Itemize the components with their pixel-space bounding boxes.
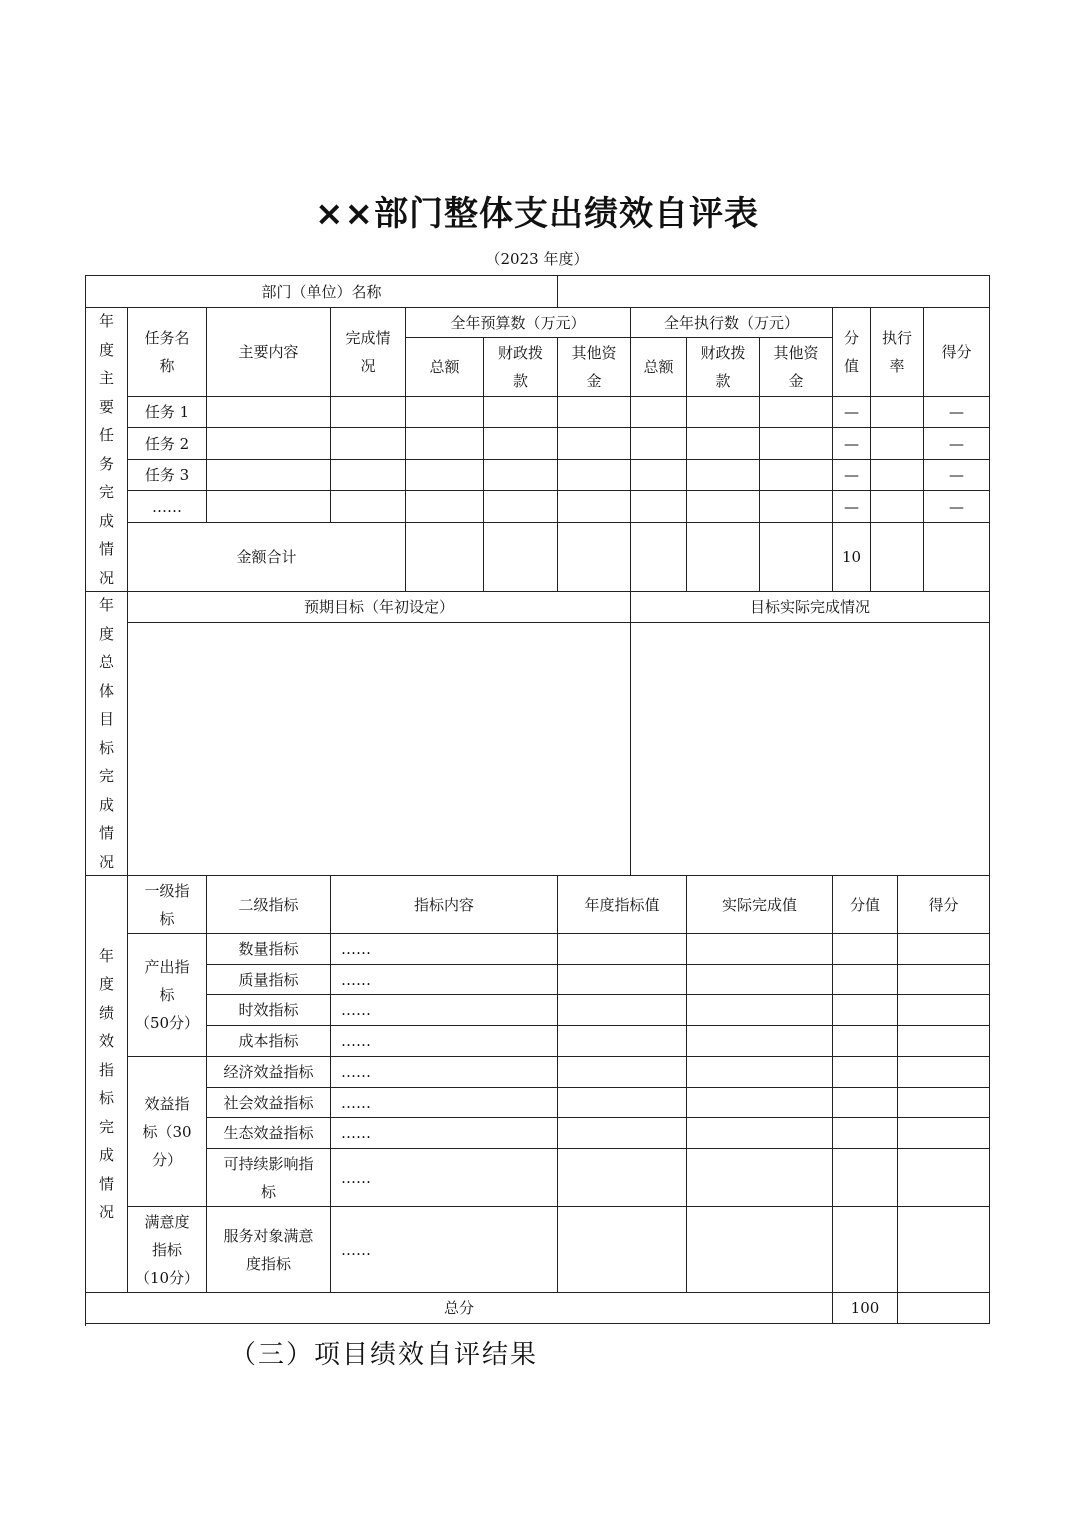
header-main-content: 主要内容 bbox=[207, 308, 331, 397]
indicator-score-value bbox=[833, 995, 898, 1026]
indicator-score-value bbox=[833, 1207, 898, 1293]
task-score: — bbox=[924, 491, 990, 523]
indicator-actual-value bbox=[687, 1088, 833, 1118]
task-cell bbox=[484, 428, 558, 460]
indicator-annual-value bbox=[558, 1118, 687, 1149]
indicator-actual-value bbox=[687, 1118, 833, 1149]
sum-cell bbox=[924, 523, 990, 592]
indicator-score bbox=[898, 965, 990, 995]
task-cell bbox=[687, 428, 760, 460]
task-cell bbox=[207, 397, 331, 428]
header-indicator-score-value: 分值 bbox=[833, 876, 898, 934]
indicator-level2: 成本指标 bbox=[207, 1026, 331, 1057]
sum-cell bbox=[631, 523, 687, 592]
indicator-score bbox=[898, 1149, 990, 1207]
header-exec-total: 总额 bbox=[631, 338, 687, 397]
header-level1: 一级指 标 bbox=[128, 876, 207, 934]
indicator-level2: 生态效益指标 bbox=[207, 1118, 331, 1149]
task-cell bbox=[760, 428, 833, 460]
header-completion: 完成情 况 bbox=[331, 308, 406, 397]
header-exec-fiscal: 财政拨 款 bbox=[687, 338, 760, 397]
section2-side-label: 年 度 总 体 目 标 完 成 情 况 bbox=[86, 592, 128, 876]
task-cell bbox=[331, 428, 406, 460]
header-score-value: 分 值 bbox=[833, 308, 871, 397]
header-exec: 全年执行数（万元） bbox=[631, 308, 833, 338]
header-level2: 二级指标 bbox=[207, 876, 331, 934]
task-cell bbox=[687, 460, 760, 491]
indicator-level2: 数量指标 bbox=[207, 934, 331, 965]
task-cell bbox=[331, 397, 406, 428]
indicator-annual-value bbox=[558, 934, 687, 965]
indicator-score-value bbox=[833, 1057, 898, 1088]
total-score-value: 100 bbox=[833, 1293, 898, 1324]
indicator-content: …… bbox=[331, 1118, 558, 1149]
indicator-actual-value bbox=[687, 995, 833, 1026]
indicator-actual-value bbox=[687, 1149, 833, 1207]
task-cell bbox=[631, 460, 687, 491]
header-indicator-content: 指标内容 bbox=[331, 876, 558, 934]
indicator-level2: 时效指标 bbox=[207, 995, 331, 1026]
indicator-level2: 社会效益指标 bbox=[207, 1088, 331, 1118]
performance-table bbox=[85, 275, 990, 1326]
task-score-value: — bbox=[833, 460, 871, 491]
total-score bbox=[898, 1293, 990, 1324]
indicator-annual-value bbox=[558, 1207, 687, 1293]
task-cell bbox=[484, 491, 558, 523]
header-budget-other: 其他资 金 bbox=[558, 338, 631, 397]
task-cell bbox=[406, 491, 484, 523]
task-cell bbox=[484, 460, 558, 491]
sum-cell bbox=[484, 523, 558, 592]
task-cell bbox=[871, 428, 924, 460]
indicator-annual-value bbox=[558, 1149, 687, 1207]
indicator-content: …… bbox=[331, 1149, 558, 1207]
header-annual-value: 年度指标值 bbox=[558, 876, 687, 934]
expected-goal-area bbox=[128, 623, 631, 876]
indicator-actual-value bbox=[687, 1207, 833, 1293]
indicator-actual-value bbox=[687, 965, 833, 995]
indicator-content: …… bbox=[331, 1026, 558, 1057]
sum-cell bbox=[760, 523, 833, 592]
task-cell bbox=[631, 491, 687, 523]
task-score: — bbox=[924, 428, 990, 460]
indicator-score-value bbox=[833, 1026, 898, 1057]
indicator-actual-value bbox=[687, 1026, 833, 1057]
indicator-score-value bbox=[833, 1118, 898, 1149]
header-expected-goal: 预期目标（年初设定） bbox=[128, 592, 631, 623]
task-cell bbox=[406, 428, 484, 460]
section-heading: （三）项目绩效自评结果 bbox=[230, 1340, 539, 1370]
sum-score-value: 10 bbox=[833, 523, 871, 592]
task-cell bbox=[760, 491, 833, 523]
indicator-score bbox=[898, 934, 990, 965]
task-cell bbox=[558, 397, 631, 428]
task-score-value: — bbox=[833, 397, 871, 428]
indicator-actual-value bbox=[687, 934, 833, 965]
total-label: 总分 bbox=[86, 1293, 833, 1324]
task-score-value: — bbox=[833, 491, 871, 523]
task-name: 任务 3 bbox=[128, 460, 207, 491]
page-subtitle: （2023 年度） bbox=[485, 250, 589, 268]
header-indicator-score: 得分 bbox=[898, 876, 990, 934]
indicator-actual-value bbox=[687, 1057, 833, 1088]
indicator-score bbox=[898, 1207, 990, 1293]
task-cell bbox=[207, 428, 331, 460]
task-name: 任务 2 bbox=[128, 428, 207, 460]
satisfaction-indicator-label: 满意度 指标 （10分） bbox=[128, 1207, 207, 1293]
sum-cell bbox=[558, 523, 631, 592]
header-score: 得分 bbox=[924, 308, 990, 397]
header-exec-rate: 执行 率 bbox=[871, 308, 924, 397]
dept-name-value bbox=[558, 276, 990, 308]
section3-side-label: 年 度 绩 效 指 标 完 成 情 况 bbox=[86, 876, 128, 1293]
task-score: — bbox=[924, 460, 990, 491]
indicator-score bbox=[898, 995, 990, 1026]
indicator-content: …… bbox=[331, 965, 558, 995]
header-actual-goal: 目标实际完成情况 bbox=[631, 592, 990, 623]
indicator-score-value bbox=[833, 934, 898, 965]
task-cell bbox=[331, 491, 406, 523]
section1-side-label: 年 度 主 要 任 务 完 成 情 况 bbox=[86, 308, 128, 592]
task-cell bbox=[871, 491, 924, 523]
actual-goal-area bbox=[631, 623, 990, 876]
indicator-score bbox=[898, 1026, 990, 1057]
indicator-score bbox=[898, 1118, 990, 1149]
task-cell bbox=[558, 428, 631, 460]
task-cell bbox=[631, 397, 687, 428]
task-cell bbox=[406, 397, 484, 428]
indicator-score-value bbox=[833, 1149, 898, 1207]
header-actual-value: 实际完成值 bbox=[687, 876, 833, 934]
indicator-score bbox=[898, 1057, 990, 1088]
header-exec-other: 其他资 金 bbox=[760, 338, 833, 397]
header-budget: 全年预算数（万元） bbox=[406, 308, 631, 338]
task-cell bbox=[331, 460, 406, 491]
indicator-level2: 服务对象满意 度指标 bbox=[207, 1207, 331, 1293]
task-name: 任务 1 bbox=[128, 397, 207, 428]
page-title: ××部门整体支出绩效自评表 bbox=[315, 194, 759, 234]
header-task-name: 任务名 称 bbox=[128, 308, 207, 397]
task-cell bbox=[687, 491, 760, 523]
indicator-level2: 经济效益指标 bbox=[207, 1057, 331, 1088]
indicator-annual-value bbox=[558, 995, 687, 1026]
task-cell bbox=[484, 397, 558, 428]
header-budget-total: 总额 bbox=[406, 338, 484, 397]
indicator-content: …… bbox=[331, 1207, 558, 1293]
indicator-content: …… bbox=[331, 1088, 558, 1118]
indicator-level2: 可持续影响指 标 bbox=[207, 1149, 331, 1207]
task-cell bbox=[406, 460, 484, 491]
task-cell bbox=[558, 460, 631, 491]
dept-name-label: 部门（单位）名称 bbox=[86, 276, 558, 308]
task-score-value: — bbox=[833, 428, 871, 460]
task-cell bbox=[558, 491, 631, 523]
benefit-indicator-label: 效益指 标（30 分） bbox=[128, 1057, 207, 1207]
sum-cell bbox=[871, 523, 924, 592]
sum-cell bbox=[406, 523, 484, 592]
task-cell bbox=[760, 460, 833, 491]
indicator-level2: 质量指标 bbox=[207, 965, 331, 995]
task-name: …… bbox=[128, 491, 207, 523]
task-cell bbox=[871, 460, 924, 491]
indicator-content: …… bbox=[331, 995, 558, 1026]
indicator-score-value bbox=[833, 1088, 898, 1118]
task-cell bbox=[207, 491, 331, 523]
output-indicator-label: 产出指 标 （50分） bbox=[128, 934, 207, 1057]
sum-cell bbox=[687, 523, 760, 592]
indicator-annual-value bbox=[558, 965, 687, 995]
indicator-annual-value bbox=[558, 1026, 687, 1057]
task-cell bbox=[871, 397, 924, 428]
task-score: — bbox=[924, 397, 990, 428]
sum-label: 金额合计 bbox=[128, 523, 406, 592]
indicator-content: …… bbox=[331, 934, 558, 965]
indicator-annual-value bbox=[558, 1057, 687, 1088]
task-cell bbox=[687, 397, 760, 428]
indicator-annual-value bbox=[558, 1088, 687, 1118]
header-budget-fiscal: 财政拨 款 bbox=[484, 338, 558, 397]
indicator-score-value bbox=[833, 965, 898, 995]
task-cell bbox=[631, 428, 687, 460]
task-cell bbox=[207, 460, 331, 491]
indicator-score bbox=[898, 1088, 990, 1118]
task-cell bbox=[760, 397, 833, 428]
indicator-content: …… bbox=[331, 1057, 558, 1088]
